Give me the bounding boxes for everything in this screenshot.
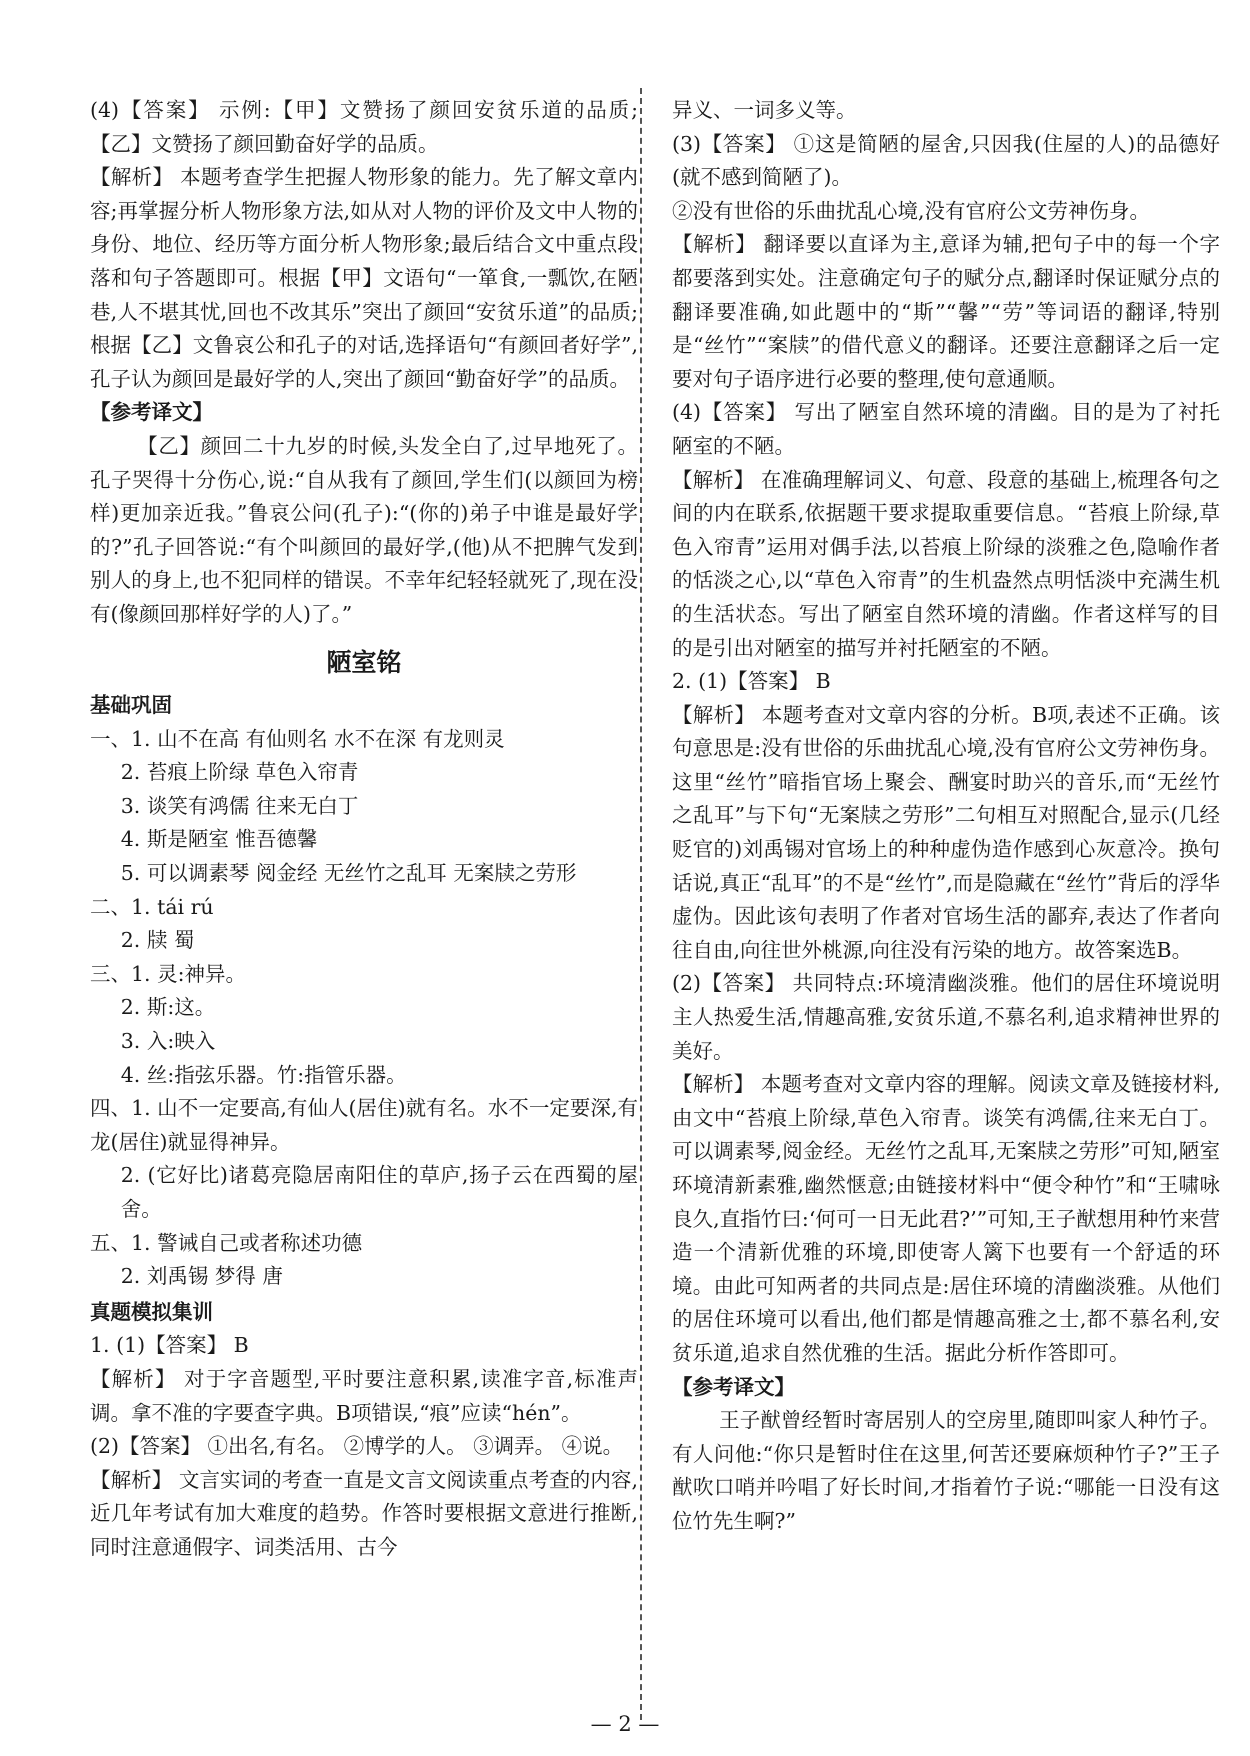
reference-translation-label: 【参考译文】 <box>672 1374 795 1399</box>
list-item: 三、1. 灵:神异。 <box>90 961 246 986</box>
list-item: 五、1. 警诫自己或者称述功德 <box>90 1230 363 1255</box>
list-item: 4. 斯是陋室 惟吾德馨 <box>120 827 318 852</box>
list-item: 一、1. 山不在高 有仙则名 水不在深 有龙则灵 <box>90 726 505 751</box>
list-item: 4. 丝:指弦乐器。竹:指管乐器。 <box>120 1062 407 1087</box>
analysis-4: 【解析】 本题考查学生把握人物形象的能力。先了解文章内容;再掌握分析人物形象方法,如从对人物的评价及文中人物的身份、地位、经历等方面分析人物形象;最后结合文中重点段落和句子答题即可。根据【甲】文语句“一箪食,一瓢饮,在陋巷,人不堪其忧,回也不改其乐”突出了颜回“安贫乐道”的品质;根据【乙】文鲁哀公和孔子的对话,选择语句“有颜回者好学”,孔子认为颜回是最好学的人,突出了颜回“勤奋好学”的品质。 <box>90 165 638 391</box>
answer-4: (4)【答案】 示例:【甲】文赞扬了颜回安贫乐道的品质;【乙】文赞扬了颜回勤奋好学的品质。 <box>90 98 638 156</box>
list-item: 2. 牍 蜀 <box>120 928 195 953</box>
right-column <box>672 94 1220 1539</box>
list-item: 5. 可以调素琴 阅金经 无丝竹之乱耳 无案牍之劳形 <box>120 861 577 886</box>
list-item: 2. 苔痕上阶绿 草色入帘青 <box>120 760 359 785</box>
analysis-2-1: 【解析】 本题考查对文章内容的分析。B项,表述不正确。该句意思是:没有世俗的乐曲扰乱心境,没有官府公文劳神伤身。这里“丝竹”暗指官场上聚会、酬宴时助兴的音乐,而“无丝竹之乱耳”与下句“无案牍之劳形”二句相互对照配合,显示(几经贬官的)刘禹锡对官场上的种种虚伪造作感到心灰意冷。换句话说,真正“乱耳”的不是“丝竹”,而是隐藏在“丝竹”背后的浮华虚伪。因此该句表明了作者对官场生活的鄙弃,表达了作者向往自由,向往世外桃源,向往没有污染的地方。故答案选B。 <box>672 702 1220 962</box>
heading-exam-practice: 真题模拟集训 <box>90 1299 213 1324</box>
translation-yi: 【乙】颜回二十九岁的时候,头发全白了,过早地死了。孔子哭得十分伤心,说:“自从我有了颜回,学生们(以颜回为榜样)更加亲近我。”鲁哀公问(孔子):“(你的)弟子中谁是最好学的?”孔子回答说:“有个叫颜回的最好学,(他)从不把脾气发到别人的身上,也不犯同样的错误。不幸年纪轻轻就死了,现在没有(像颜回那样好学的人)了。” <box>90 433 638 626</box>
analysis-1-4: 【解析】 在准确理解词义、句意、段意的基础上,梳理各句之间的内在联系,依据题干要求提取重要信息。“苔痕上阶绿,草色入帘青”运用对偶手法,以苔痕上阶绿的淡雅之色,隐喻作者的恬淡之心,以“草色入帘青”的生机盎然点明恬淡中充满生机的生活状态。写出了陋室自然环境的清幽。作者这样写的目的是引出对陋室的描写并衬托陋室的不陋。 <box>672 467 1220 660</box>
answer-1-3: (3)【答案】 ①这是简陋的屋舍,只因我(住屋的人)的品德好(就不感到简陋了)。 <box>672 131 1220 190</box>
answer-2-2: (2)【答案】 共同特点:环境清幽淡雅。他们的居住环境说明主人热爱生活,情趣高雅,安贫乐道,不慕名利,追求精神世界的美好。 <box>672 971 1220 1063</box>
analysis-2-2: 【解析】 本题考查对文章内容的理解。阅读文章及链接材料,由文中“苔痕上阶绿,草色入帘青。谈笑有鸿儒,往来无白丁。可以调素琴,阅金经。无丝竹之乱耳,无案牍之劳形”可知,陋室环境清新素雅,幽然惬意;由链接材料中“便令种竹”和“王啸咏良久,直指竹曰:‘何可一日无此君?’”可知,王子猷想用种竹来营造一个清新优雅的环境,即使寄人篱下也要有一个舒适的环境。由此可知两者的共同点是:居住环境的清幽淡雅。从他们的居住环境可以看出,他们都是情趣高雅之士,都不慕名利,安贫乐道,追求自然优雅的生活。据此分析作答即可。 <box>672 1072 1220 1365</box>
column-divider <box>640 88 642 1720</box>
answer-1-1: 1. (1)【答案】 B <box>90 1333 249 1358</box>
list-item: 2. 斯:这。 <box>120 995 216 1020</box>
list-item: 2. 刘禹锡 梦得 唐 <box>120 1264 283 1289</box>
list-item: 3. 入:映入 <box>120 1029 216 1054</box>
answer-1-4: (4)【答案】 写出了陋室自然环境的清幽。目的是为了衬托陋室的不陋。 <box>672 400 1220 458</box>
left-column <box>90 94 638 1565</box>
list-item: 2. (它好比)诸葛亮隐居南阳住的草庐,扬子云在西蜀的屋舍。 <box>120 1163 638 1221</box>
page-number: — 2 — <box>590 1712 660 1736</box>
list-item: 四、1. 山不一定要高,有仙人(居住)就有名。水不一定要深,有龙(居住)就显得神异。 <box>90 1096 638 1154</box>
translation-wang-ziyou: 王子猷曾经暂时寄居别人的空房里,随即叫家人种竹子。有人问他:“你只是暂时住在这里,何苦还要麻烦种竹子?”王子猷吹口哨并吟唱了好长时间,才指着竹子说:“哪能一日没有这位竹先生啊?” <box>672 1408 1220 1533</box>
list-item: 二、1. tái rú <box>90 894 214 919</box>
section-title: 陋室铭 <box>326 647 402 677</box>
analysis-1-1: 【解析】 对于字音题型,平时要注意积累,读准字音,标准声调。拿不准的字要查字典。B项错误,“痕”应读“hén”。 <box>90 1366 638 1425</box>
reference-translation-label: 【参考译文】 <box>90 400 213 425</box>
analysis-continued: 异义、一词多义等。 <box>672 98 857 122</box>
heading-basic-consolidation: 基础巩固 <box>90 693 172 718</box>
answer-2-1: 2. (1)【答案】 B <box>672 669 831 694</box>
answer-1-3-part2: ②没有世俗的乐曲扰乱心境,没有官府公文劳神伤身。 <box>672 198 1151 223</box>
answer-1-2: (2)【答案】 ①出名,有名。 ②博学的人。 ③调弄。 ④说。 <box>90 1434 624 1459</box>
list-item: 3. 谈笑有鸿儒 往来无白丁 <box>120 793 359 818</box>
analysis-1-3: 【解析】 翻译要以直译为主,意译为辅,把句子中的每一个字都要落到实处。注意确定句子的赋分点,翻译时保证赋分点的翻译要准确,如此题中的“斯”“馨”“劳”等词语的翻译,特别是“丝竹”“案牍”的借代意义的翻译。还要注意翻译之后一定要对句子语序进行必要的整理,使句意通顺。 <box>672 232 1220 391</box>
analysis-1-2: 【解析】 文言实词的考查一直是文言文阅读重点考查的内容,近几年考试有加大难度的趋势。作答时要根据文意进行推断,同时注意通假字、词类活用、古今 <box>90 1467 638 1559</box>
